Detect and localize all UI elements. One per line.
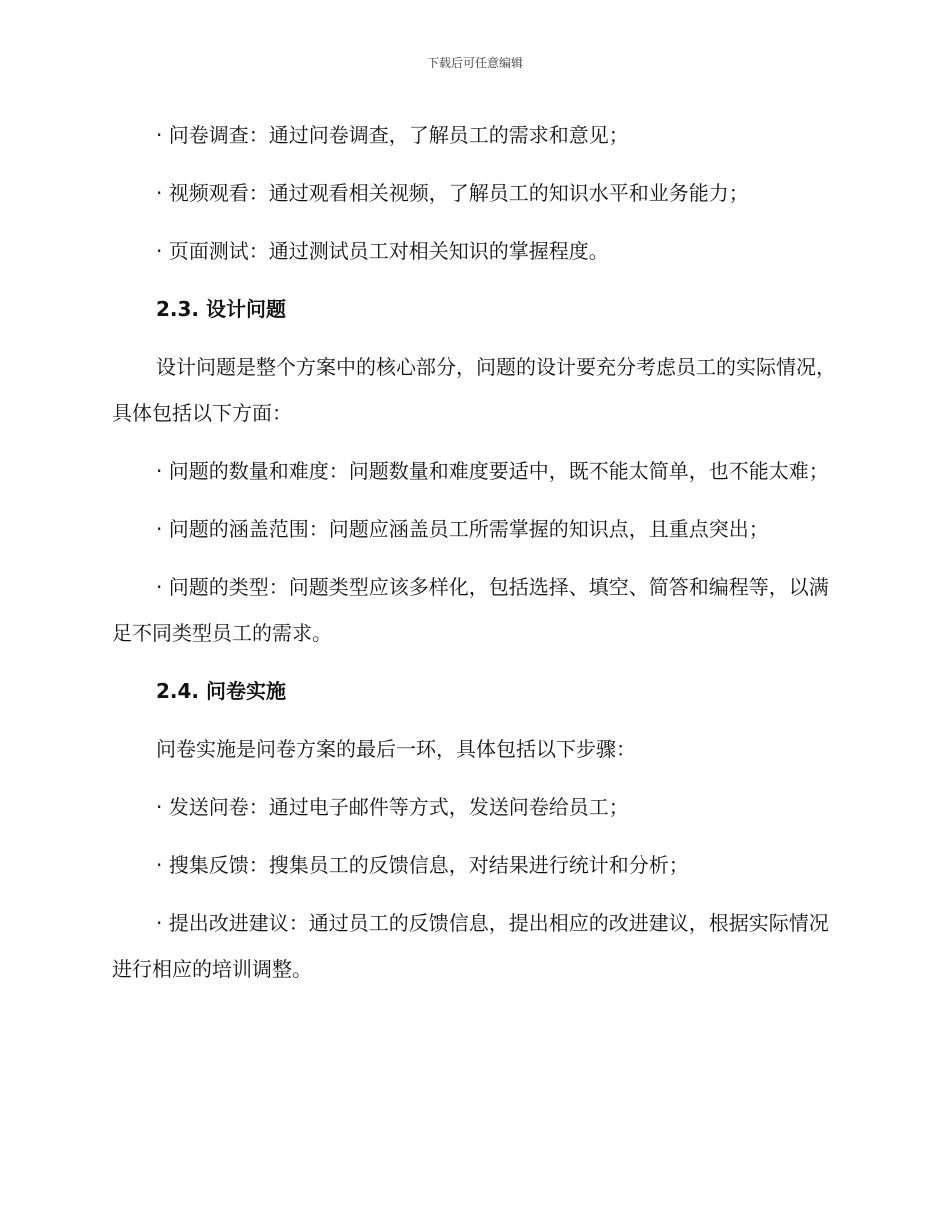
paragraph-design-intro: 设计问题是整个方案中的核心部分，问题的设计要充分考虑员工的实际情况，具体包括以下方面：	[112, 355, 836, 425]
bullet-coverage: · 问题的涵盖范围：问题应涵盖员工所需掌握的知识点，且重点突出；	[156, 517, 769, 541]
bullet-send: · 发送问卷：通过电子邮件等方式，发送问卷给员工；	[156, 795, 629, 819]
bullet-quantity-difficulty: · 问题的数量和难度：问题数量和难度要适中，既不能太简单，也不能太难；	[156, 459, 829, 483]
page-header-note: 下载后可任意编辑	[426, 56, 523, 70]
section-heading-2-3: 2.3. 设计问题	[156, 297, 286, 321]
bullet-questionnaire: · 问卷调查：通过问卷调查，了解员工的需求和意见；	[156, 123, 629, 147]
bullet-page-test: · 页面测试：通过测试员工对相关知识的掌握程度。	[156, 239, 609, 263]
bullet-question-types: · 问题的类型：问题类型应该多样化，包括选择、填空、简答和编程等，以满足不同类型员工的需求。	[112, 575, 829, 645]
document-body	[112, 112, 837, 1004]
bullet-collect: · 搜集反馈：搜集员工的反馈信息，对结果进行统计和分析；	[156, 853, 689, 877]
section-heading-2-4: 2.4. 问卷实施	[156, 679, 286, 703]
bullet-video: · 视频观看：通过观看相关视频，了解员工的知识水平和业务能力；	[156, 181, 749, 205]
paragraph-implementation-intro: 问卷实施是问卷方案的最后一环，具体包括以下步骤：	[156, 737, 636, 761]
bullet-improve: · 提出改进建议：通过员工的反馈信息，提出相应的改进建议，根据实际情况进行相应的培训调整。	[112, 911, 829, 981]
